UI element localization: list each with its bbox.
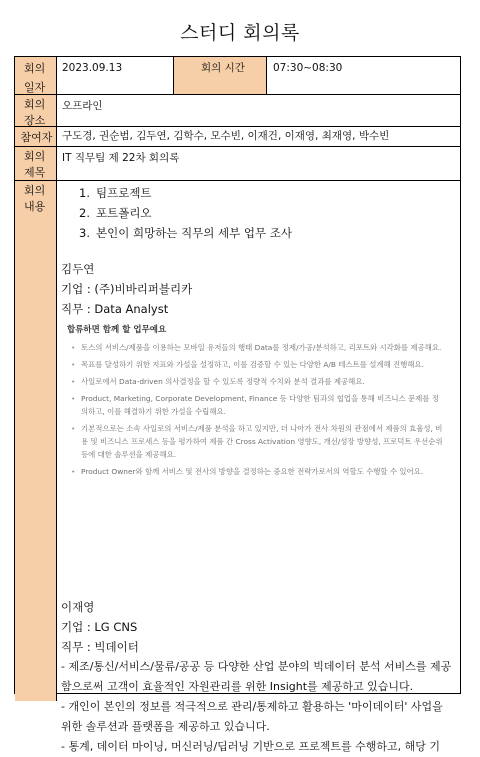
date-row [15,57,460,95]
attendees-row [15,127,460,147]
agenda-item: 3. 본인이 희망하는 직무의 세부 업무 조사 [79,226,293,240]
person-company: 기업 : LG CNS [61,620,138,634]
place-label: 회의 장소 [15,95,57,126]
minutes-table [14,56,461,753]
subject-label: 회의 제목 [15,147,57,180]
screenshot-item: • Product, Marketing, Corporate Development, Finance 등 다양한 팀과의 협업을 통해 비즈니스 문제를 정의하고, 이를 해결하기 위한 가설을 수립해요. [63,392,443,418]
screenshot-heading: 합류하면 함께 할 업무예요 [67,325,167,335]
subject-row [15,147,460,181]
date-value: 2023.09.13 [62,62,123,74]
attendees-label: 참여자 [15,127,57,146]
agenda-item: 2. 포트폴리오 [79,206,152,220]
agenda-item: 1. 팀프로젝트 [79,186,152,200]
screenshot-item: • Product Owner와 함께 서비스 및 전사의 방향을 결정하는 중요한 전략가로서의 역할도 수행할 수 있어요. [63,465,443,478]
place-row [15,95,460,127]
content-label: 회의 내용 [15,181,57,701]
person-section-2 [61,597,456,757]
person-job: 직무 : 빅데이터 [61,640,139,654]
job-description-line: - 통계, 데이터 마이닝, 머신러닝/딥러닝 기반으로 프로젝트를 수행하고, 해당 기 [61,740,441,753]
screenshot-item: • 사일로에서 Data-driven 의사결정을 할 수 있도록 정량적 수치와 분석 결과를 제공해요. [63,375,443,388]
job-description-line: - 개인이 본인의 정보를 적극적으로 관리/통제하고 활용하는 '마이데이터' 사업을 위한 솔루션과 플랫폼을 제공하고 있습니다. [61,700,443,733]
document-title: 스터디 회의록 [180,22,300,44]
job-posting-screenshot [63,323,443,478]
time-value: 07:30~08:30 [273,62,343,74]
agenda-list [57,183,457,243]
screenshot-list [63,341,443,478]
person-name: 이재영 [61,600,95,614]
person-name: 김두연 [61,262,95,276]
time-label: 회의 시간 [173,57,267,94]
job-description-line: - 제조/통신/서비스/물류/공공 등 다양한 산업 분야의 빅데이터 분석 서비스를 제공함으로써 고객이 효율적인 자원관리를 위한 Insight를 제공하고 있습니다. [61,660,452,693]
person-job: 직무 : Data Analyst [61,302,169,316]
date-label: 회의 일자 [15,57,57,94]
screenshot-item: • 기본적으로는 소속 사일로의 서비스/제품 분석을 하고 있지만, 더 나아가 전사 차원의 관점에서 제품의 효율성, 비용 및 비즈니스 프로세스 등을 평가하여 제품 간 Cross Activation 영향도, 개선/성장 방향성, 프로덕트 우선순위 등에 대한 솔루션을 제공해요. [63,422,443,461]
screenshot-item: • 토스의 서비스/제품을 이용하는 모바일 유저들의 행태 Data를 정제/가공/분석하고, 리포트와 시각화를 제공해요. [63,341,443,354]
person-company: 기업 : (주)비바리퍼블리카 [61,282,193,296]
content-row [15,181,460,753]
attendees-value: 구도경, 권순범, 김두연, 김학수, 모수빈, 이재건, 이재영, 최재영, 박수빈 [62,130,390,142]
subject-value: IT 직무팀 제 22차 회의록 [62,152,180,164]
person-section-1 [61,259,456,319]
screenshot-item: • 목표를 달성하기 위한 지표와 가설을 설정하고, 이를 검증할 수 있는 다양한 A/B 테스트를 설계해 진행해요. [63,358,443,371]
place-value: 오프라인 [62,100,103,112]
